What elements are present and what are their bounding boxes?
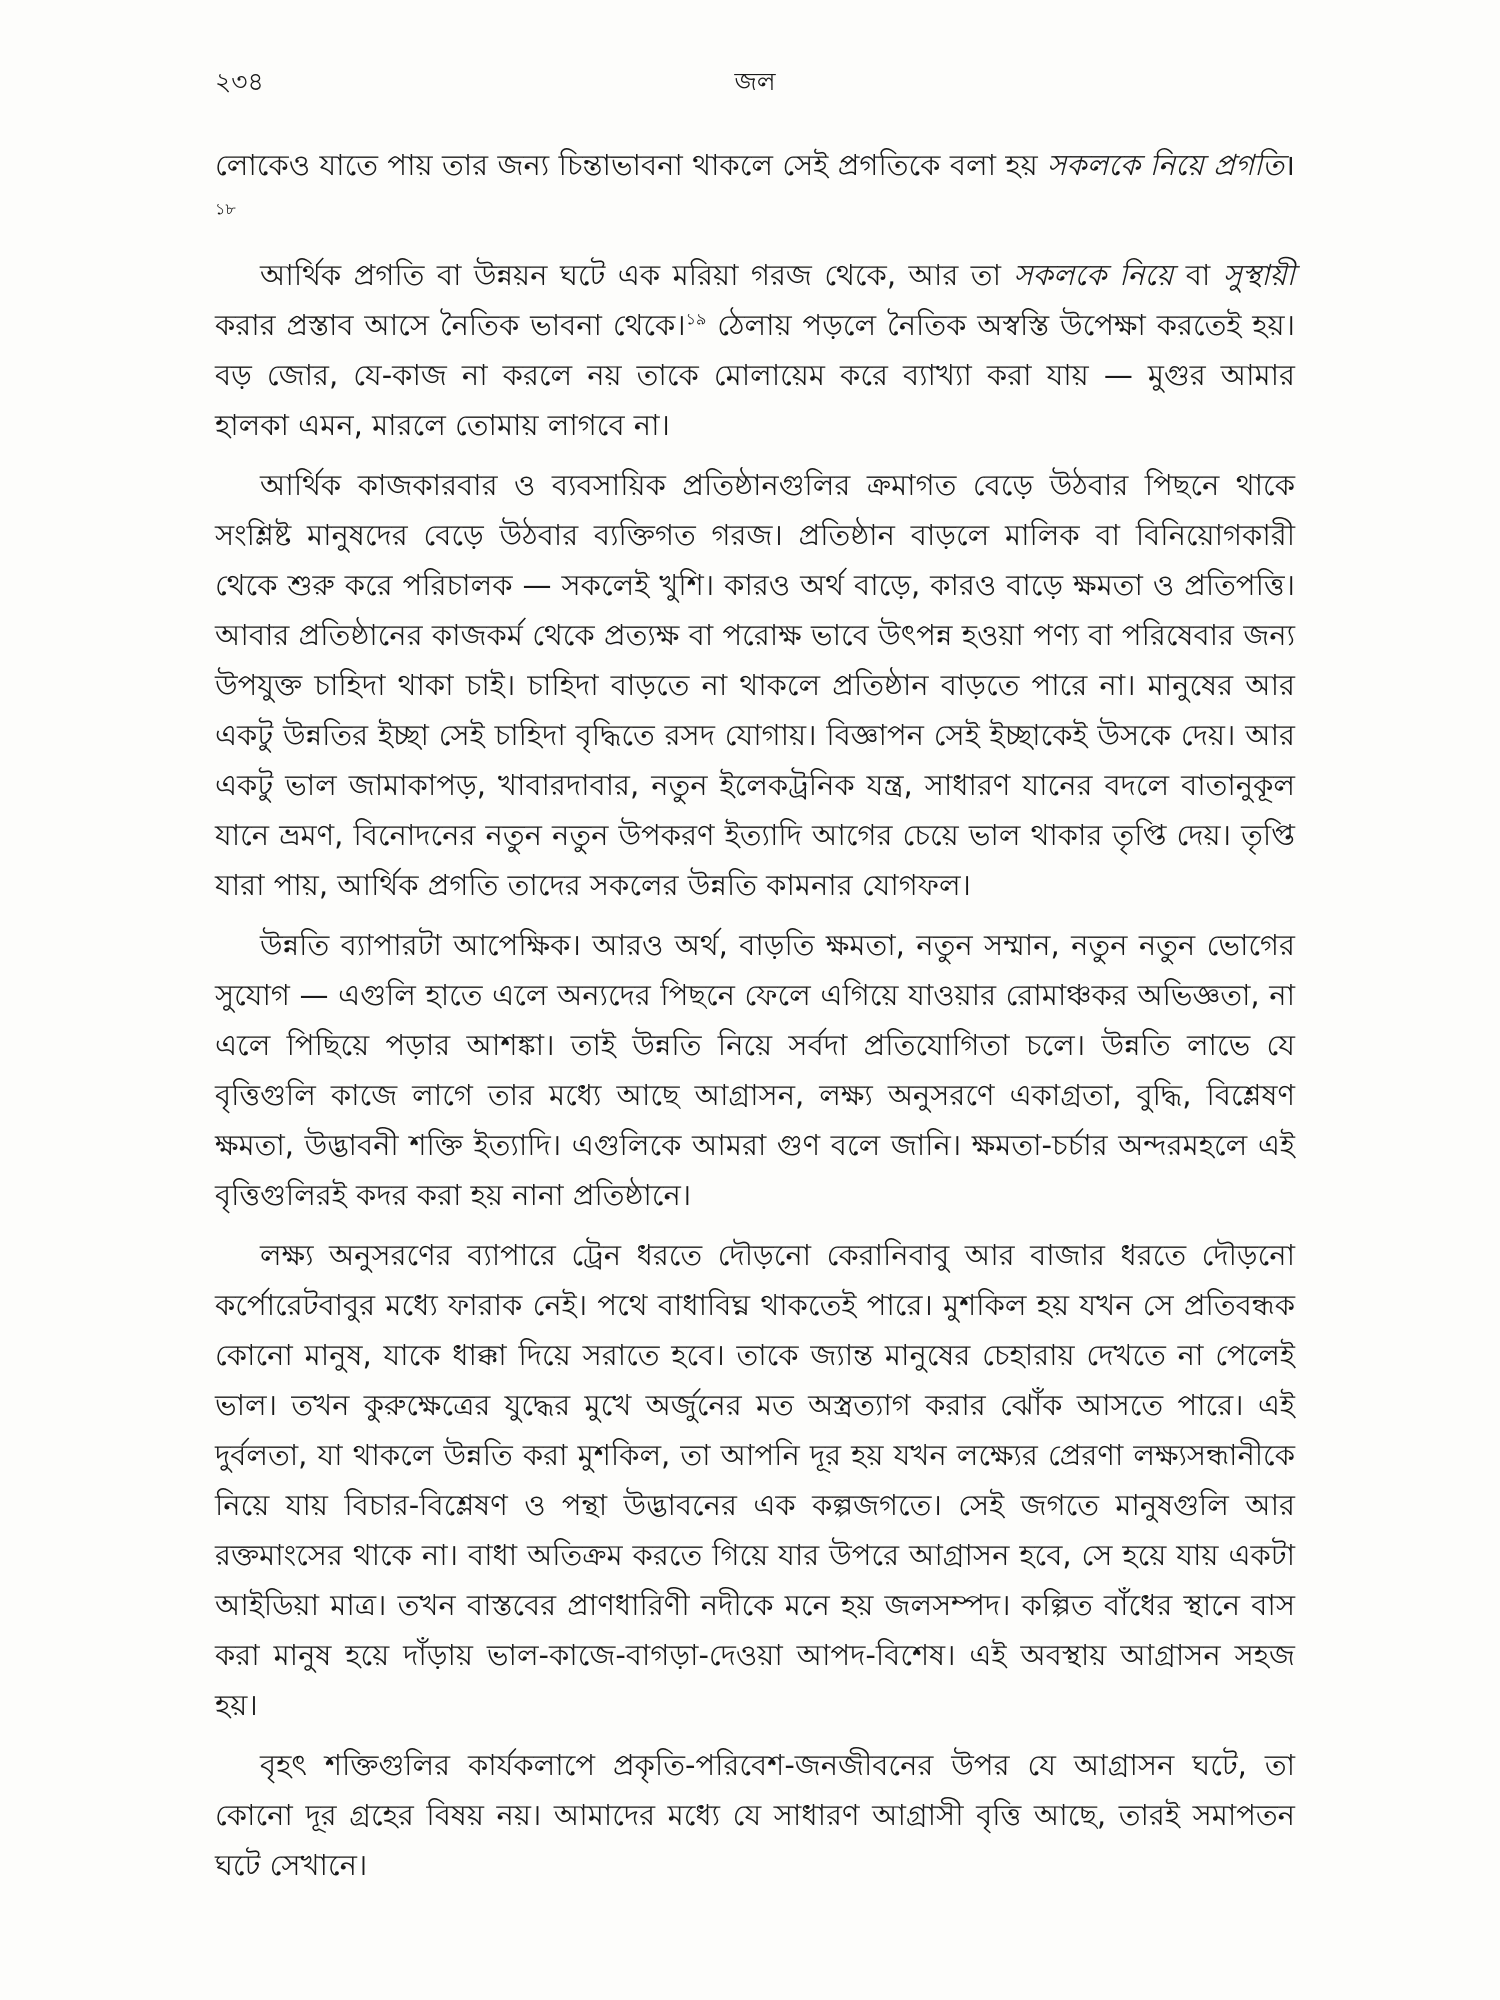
italic-phrase: সুস্থায়ী: [1222, 258, 1295, 292]
paragraph: [215, 140, 1295, 240]
text-run: উন্নতি ব্যাপারটা আপেক্ষিক। আরও অর্থ, বাড়তি ক্ষমতা, নতুন সম্মান, নতুন নতুন ভোগের সুযোগ — এগুলি হাতে এলে অন্যদের পিছনে ফেলে এগিয়ে যাওয়ার রোমাঞ্চকর অভিজ্ঞতা, না এলে পিছিয়ে পড়ার আশঙ্কা। তাই উন্নতি নিয়ে সর্বদা প্রতিযোগিতা চলে। উন্নতি লাভে যে বৃত্তিগুলি কাজে লাগে তার মধ্যে আছে আগ্রাসন, লক্ষ্য অনুসরণে একাগ্রতা, বুদ্ধি, বিশ্লেষণ ক্ষমতা, উদ্ভাবনী শক্তি ইত্যাদি। এগুলিকে আমরা গুণ বলে জানি। ক্ষমতা-চর্চার অন্দরমহলে এই বৃত্তিগুলিরই কদর করা হয় নানা প্রতিষ্ঠানে।: [215, 928, 1295, 1212]
footnote-marker: ১৮: [215, 199, 236, 219]
footnote-marker: ১৯: [685, 309, 707, 329]
text-run: ।: [1284, 148, 1296, 182]
page-header: [215, 62, 1295, 102]
text-run: বৃহৎ শক্তিগুলির কার্যকলাপে প্রকৃতি-পরিবেশ-জনজীবনের উপর যে আগ্রাসন ঘটে, তা কোনো দূর গ্রহের বিষয় নয়। আমাদের মধ্যে যে সাধারণ আগ্রাসী বৃত্তি আছে, তারই সমাপতন ঘটে সেখানে।: [215, 1748, 1295, 1882]
text-run: আর্থিক প্রগতি বা উন্নয়ন ঘটে এক মরিয়া গরজ থেকে, আর তা: [260, 258, 1014, 292]
paragraph: [215, 460, 1295, 910]
text-run: ঠেলায় পড়লে নৈতিক অস্বস্তি উপেক্ষা করতেই হয়। বড় জোর, যে-কাজ না করলে নয় তাকে মোলায়েম করে ব্যাখ্যা করা যায় — মুগুর আমার হালকা এমন, মারলে তোমায় লাগবে না।: [215, 308, 1295, 442]
body-text: [215, 140, 1295, 1900]
running-title: জল: [734, 67, 776, 96]
paragraph: [215, 1230, 1295, 1730]
italic-phrase: সকলকে নিয়ে: [1013, 258, 1174, 292]
text-run: করার প্রস্তাব আসে নৈতিক ভাবনা থেকে।: [215, 308, 686, 342]
text-run: লক্ষ্য অনুসরণের ব্যাপারে ট্রেন ধরতে দৌড়নো কেরানিবাবু আর বাজার ধরতে দৌড়নো কর্পোরেটবাবুর মধ্যে ফারাক নেই। পথে বাধাবিঘ্ন থাকতেই পারে। মুশকিল হয় যখন সে প্রতিবন্ধক কোনো মানুষ, যাকে ধাক্কা দিয়ে সরাতে হবে। তাকে জ্যান্ত মানুষের চেহারায় দেখতে না পেলেই ভাল। তখন কুরুক্ষেত্রের যুদ্ধের মুখে অর্জুনের মত অস্ত্রত্যাগ করার ঝোঁক আসতে পারে। এই দুর্বলতা, যা থাকলে উন্নতি করা মুশকিল, তা আপনি দূর হয় যখন লক্ষ্যের প্রেরণা লক্ষ্যসন্ধানীকে নিয়ে যায় বিচার-বিশ্লেষণ ও পন্থা উদ্ভাবনের এক কল্পজগতে। সেই জগতে মানুষগুলি আর রক্তমাংসের থাকে না। বাধা অতিক্রম করতে গিয়ে যার উপরে আগ্রাসন হবে, সে হয়ে যায় একটা আইডিয়া মাত্র। তখন বাস্তবের প্রাণধারিণী নদীকে মনে হয় জলসম্পদ। কল্পিত বাঁধের স্থানে বাস করা মানুষ হয়ে দাঁড়ায় ভাল-কাজে-বাগড়া-দেওয়া আপদ-বিশেষ। এই অবস্থায় আগ্রাসন সহজ হয়।: [215, 1238, 1295, 1722]
paragraph: [215, 1740, 1295, 1890]
text-run: আর্থিক কাজকারবার ও ব্যবসায়িক প্রতিষ্ঠানগুলির ক্রমাগত বেড়ে উঠবার পিছনে থাকে সংশ্লিষ্ট মানুষদের বেড়ে উঠবার ব্যক্তিগত গরজ। প্রতিষ্ঠান বাড়লে মালিক বা বিনিয়োগকারী থেকে শুরু করে পরিচালক — সকলেই খুশি। কারও অর্থ বাড়ে, কারও বাড়ে ক্ষমতা ও প্রতিপত্তি। আবার প্রতিষ্ঠানের কাজকর্ম থেকে প্রত্যক্ষ বা পরোক্ষ ভাবে উৎপন্ন হওয়া পণ্য বা পরিষেবার জন্য উপযুক্ত চাহিদা থাকা চাই। চাহিদা বাড়তে না থাকলে প্রতিষ্ঠান বাড়তে পারে না। মানুষের আর একটু উন্নতির ইচ্ছা সেই চাহিদা বৃদ্ধিতে রসদ যোগায়। বিজ্ঞাপন সেই ইচ্ছাকেই উসকে দেয়। আর একটু ভাল জামাকাপড়, খাবারদাবার, নতুন ইলেকট্রনিক যন্ত্র, সাধারণ যানের বদলে বাতানুকূল যানে ভ্রমণ, বিনোদনের নতুন নতুন উপকরণ ইত্যাদি আগের চেয়ে ভাল থাকার তৃপ্তি দেয়। তৃপ্তি যারা পায়, আর্থিক প্রগতি তাদের সকলের উন্নতি কামনার যোগফল।: [215, 468, 1295, 902]
paragraph: [215, 250, 1295, 450]
text-run: বা: [1173, 258, 1223, 292]
paragraph: [215, 920, 1295, 1220]
italic-phrase: সকলকে নিয়ে প্রগতি: [1047, 148, 1285, 182]
page-number: ২৩৪: [215, 67, 264, 96]
text-run: লোকেও যাতে পায় তার জন্য চিন্তাভাবনা থাকলে সেই প্রগতিকে বলা হয়: [215, 148, 1048, 182]
